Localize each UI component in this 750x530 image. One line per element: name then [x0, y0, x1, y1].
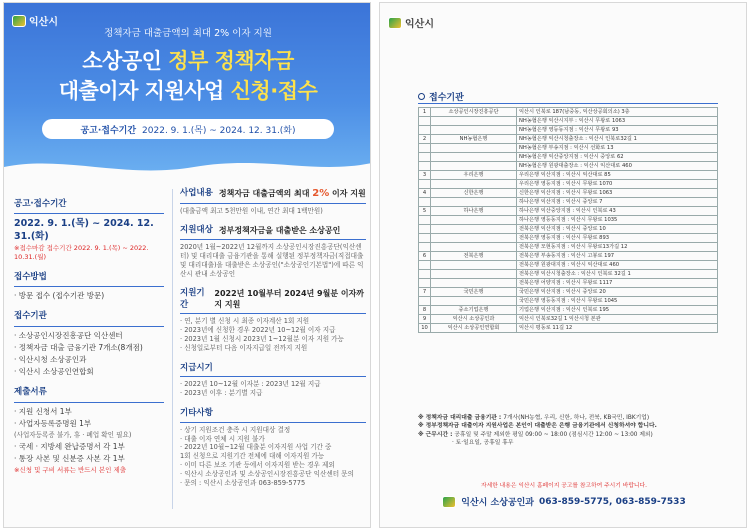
agencies-table-body	[419, 108, 718, 333]
section-support-period	[180, 288, 366, 353]
row-institution	[431, 243, 517, 252]
section-header	[180, 187, 366, 204]
period-note: ※접수마감 접수기간 2022. 9. 1.(목) ~ 2022. 10.31.(월)	[14, 244, 149, 261]
row-institution	[431, 270, 517, 279]
table-row	[419, 252, 718, 261]
list-item: · 익산시 소상공인과 및 소상공인시장진흥공단 익산센터 문의	[180, 470, 354, 479]
footer-tel: 063-859-5775, 063-859-7533	[538, 496, 686, 507]
table-row	[419, 279, 718, 288]
table-row	[419, 144, 718, 153]
left-page	[3, 2, 371, 528]
row-institution	[431, 279, 517, 288]
row-number	[419, 162, 431, 171]
row-number: 6	[419, 252, 431, 261]
location-pin-icon	[418, 93, 425, 100]
row-number	[419, 144, 431, 153]
table-row	[419, 135, 718, 144]
section-heading: 사업내용	[180, 188, 213, 199]
row-number	[419, 261, 431, 270]
logo	[388, 15, 434, 30]
list-item: · 2022년 10월~12월 대출분 이자지원 사업 기간 중	[180, 443, 332, 452]
column-divider	[172, 189, 173, 509]
row-institution	[431, 180, 517, 189]
note-head: ※ 정부정책자금 대출이자 지원사업은 본인이 대출받은 은행 금융기관에서 신청하셔야 합니다.	[418, 423, 657, 430]
row-address: 기업은행 익산지점 : 익산시 인북로 195	[517, 306, 718, 315]
section-heading: 지원기간	[180, 288, 205, 310]
section-header	[180, 288, 366, 314]
row-institution	[431, 117, 517, 126]
row-address: 하나은행 익산중앙지점 : 익산시 인북로 43	[517, 207, 718, 216]
row-number	[419, 279, 431, 288]
title-line1-b: 정부 정책자금	[168, 49, 294, 73]
table-row	[419, 297, 718, 306]
row-number: 2	[419, 135, 431, 144]
row-address: 익산시 평동로 11길 12	[517, 324, 718, 333]
table-row	[419, 225, 718, 234]
agencies-table	[418, 107, 718, 333]
row-institution: 우리은행	[431, 171, 517, 180]
row-number: 4	[419, 189, 431, 198]
footer-contact	[380, 495, 747, 508]
row-institution: NH농협은행	[431, 135, 517, 144]
row-address: 국민은행 익산지점 : 익산시 중앙로 20	[517, 288, 718, 297]
list-item: · 상기 지원조건 충족 시 지원대상 결정	[180, 425, 291, 434]
business-sub: (대출금액 최고 5천만원 이내, 연간 최대 1백만원)	[180, 206, 323, 215]
section-header	[180, 225, 366, 239]
row-number: 9	[419, 315, 431, 324]
row-number: 7	[419, 288, 431, 297]
period-big-date: 2022. 9. 1.(목) ~ 2024. 12. 31.(화)	[14, 218, 154, 243]
row-address: NH농협은행 부송지점 : 익산시 선화로 13	[517, 144, 718, 153]
right-page	[379, 2, 747, 528]
table-row	[419, 288, 718, 297]
row-institution	[431, 144, 517, 153]
section-heading: 제출서류	[14, 387, 164, 402]
title-line1-a: 소상공인	[82, 49, 169, 73]
list-item: · 대출 이자 연체 시 지원 불가	[180, 434, 265, 443]
table-row	[419, 189, 718, 198]
list-item: · 2022년 10~12월 이자분 : 2023년 12월 지급	[180, 380, 321, 389]
left-column	[14, 199, 164, 485]
row-institution	[431, 198, 517, 207]
list-item: · 문의 : 익산시 소상공인과 063-859-5775	[180, 478, 306, 487]
target-body: 2020년 1월~2022년 12월까지 소상공인시장진흥공단(익산센터) 및 대리대출 금융기관을 통해 실행된 정부정책자금(직접대출 및 대리대출)을 대출받은 소상공인("소상공인기본법")에 따른 익산시 관내 소상공인	[180, 242, 364, 278]
title-line2-b: 신청·접수	[230, 79, 318, 103]
row-institution	[431, 126, 517, 135]
row-institution	[431, 153, 517, 162]
row-number	[419, 180, 431, 189]
section-heading: 접수방법	[14, 272, 164, 287]
section-payment	[180, 363, 366, 398]
row-institution: 신한은행	[431, 189, 517, 198]
section-heading: 기타사항	[180, 408, 213, 419]
row-address: 전북은행 익산지점 : 익산시 중앙로 10	[517, 225, 718, 234]
row-address: 익산시 인북로 187(남중동, 익산상공회의소) 3층	[517, 108, 718, 117]
row-institution	[431, 216, 517, 225]
row-address: NH농협은행 영등동지점 : 익산시 무왕로 93	[517, 126, 718, 135]
row-address: 국민은행 영등동지점 : 익산시 무왕로 1045	[517, 297, 718, 306]
row-address: 전북은행 어양지점 : 익산시 무왕로 1117	[517, 279, 718, 288]
row-institution	[431, 162, 517, 171]
row-address: 우리은행 영등지점 : 익산시 무왕로 1070	[517, 180, 718, 189]
list-item: · 익산시청 소상공인과	[14, 354, 87, 364]
list-item: (사업자등록증 불가, 휴 · 폐업 확인 필요)	[14, 430, 132, 439]
table-row	[419, 261, 718, 270]
list-item: · 소상공인시장진흥공단 익산센터	[14, 330, 123, 340]
note-item	[418, 431, 728, 439]
table-row	[419, 216, 718, 225]
hero-title-line1	[4, 45, 371, 75]
note-head: ※ 정책자금 대리대출 금융기관 :	[418, 415, 504, 421]
agencies-section-title	[418, 90, 464, 103]
list-item: · 2023년에 신청한 경우 2022년 10~12월 이자 지급	[180, 326, 336, 335]
list-item: · 지원 신청서 1부	[14, 406, 72, 416]
row-number	[419, 216, 431, 225]
period-value: 2022. 9. 1.(목) ~ 2024. 12. 31.(화)	[142, 125, 296, 136]
row-institution: 익산시 소상공인연합회	[431, 324, 517, 333]
section-agencies	[14, 311, 164, 377]
list-item: · 2023년 이후 : 분기별 지급	[180, 389, 263, 398]
hero-title-line2	[4, 75, 371, 105]
note-text: · 토·일요일, 공휴일 휴무	[452, 440, 514, 447]
table-row	[419, 108, 718, 117]
business-text-a: 정책자금 대출금액의 최대	[218, 189, 313, 198]
row-institution: 국민은행	[431, 288, 517, 297]
row-number	[419, 126, 431, 135]
row-institution	[431, 297, 517, 306]
list-item: · 방문 접수 (접수기관 방문)	[14, 291, 105, 301]
section-heading: 지원대상	[180, 225, 213, 236]
title-underline	[418, 103, 718, 104]
section-method	[14, 272, 164, 302]
section-header	[180, 408, 366, 422]
table-row	[419, 270, 718, 279]
note-text: 7개사(NH농협, 우리, 신한, 하나, 전북, KB국민, IBK기업)	[503, 415, 650, 421]
row-number: 3	[419, 171, 431, 180]
notes	[418, 414, 728, 448]
city-emblem-icon	[442, 496, 456, 508]
section-target	[180, 225, 366, 278]
row-number	[419, 153, 431, 162]
list-item: · 국세 · 지방세 완납증명서 각 1부	[14, 441, 125, 451]
section-header	[180, 363, 366, 377]
note-item	[418, 422, 728, 430]
row-institution: 전북은행	[431, 252, 517, 261]
row-address: NH농협은행 익산중앙지점 : 익산시 중앙로 62	[517, 153, 718, 162]
note-text: 공휴일 및 주말 제외한 평일 09:00 ~ 18:00 (점심시간 12:00 ~ 13:00 제외)	[454, 431, 653, 438]
row-institution	[431, 234, 517, 243]
row-address: 우리은행 익산지점 : 익산시 익산대로 85	[517, 171, 718, 180]
business-text-b: 이자 지원	[329, 189, 366, 198]
row-number: 10	[419, 324, 431, 333]
row-number	[419, 297, 431, 306]
row-address: 전북은행 익산시청출장소 : 익산시 인북로 32길 1	[517, 270, 718, 279]
row-number	[419, 234, 431, 243]
table-row	[419, 171, 718, 180]
business-summary	[219, 187, 366, 201]
row-address: 전북은행 원광대지점 : 익산시 익산대로 460	[517, 261, 718, 270]
section-etc	[180, 408, 366, 488]
row-address: 전북은행 부송동지점 : 익산시 고봉로 197	[517, 252, 718, 261]
table-row	[419, 234, 718, 243]
row-address: 익산시 인북로32길 1 익산시청 본관	[517, 315, 718, 324]
row-number	[419, 243, 431, 252]
section-period	[14, 199, 164, 262]
hero-subtitle: 정책자금 대출금액의 최대 2% 이자 지원	[104, 28, 272, 39]
list-item: · 정책자금 대출 금융기관 7개소(8개점)	[14, 342, 143, 352]
list-item: · 사업자등록증명원 1부	[14, 418, 92, 428]
list-item: 1회 신청으로 지원기간 전체에 대해 이자지원 가능	[180, 452, 325, 461]
row-institution: 하나은행	[431, 207, 517, 216]
row-address: 신한은행 익산지점 : 익산시 무왕로 1063	[517, 189, 718, 198]
footer-org: 익산시 소상공인과	[461, 498, 534, 508]
row-address: NH농협은행 익산시지부 : 익산시 무왕로 1063	[517, 117, 718, 126]
list-item: ※신청 및 구비 서류는 반드시 본인 제출	[14, 466, 127, 475]
row-institution: 소상공인시장진흥공단	[431, 108, 517, 117]
note-item	[418, 414, 728, 422]
title-line2-a: 대출이자 지원사업	[58, 79, 231, 103]
row-institution: 중소기업은행	[431, 306, 517, 315]
table-row	[419, 198, 718, 207]
row-address: 하나은행 익산지점 : 익산시 중앙로 7	[517, 198, 718, 207]
row-institution: 익산시 소상공인과	[431, 315, 517, 324]
row-address: 하나은행 영등동지점 : 익산시 무왕로 1035	[517, 216, 718, 225]
city-emblem-icon	[388, 17, 402, 29]
list-item: · 익산시 소상공인연합회	[14, 367, 94, 377]
target-title: 정부정책자금을 대출받은 소상공인	[218, 225, 341, 235]
footer-note: 자세한 내용은 익산시 홈페이지 공고를 참고하여 주시기 바랍니다.	[481, 483, 647, 489]
note-head: ※ 근무시간 :	[418, 431, 455, 438]
row-number	[419, 198, 431, 207]
agencies-title-text: 접수기관	[429, 93, 464, 103]
table-row	[419, 126, 718, 135]
section-heading: 지급시기	[180, 362, 213, 373]
business-percent: 2%	[312, 188, 330, 199]
table-row	[419, 117, 718, 126]
row-address: 전북은행 모현동지점 : 익산시 무왕로13가길 12	[517, 243, 718, 252]
support-period-title: 2022년 10월부터 2024년 9월분 이자까지 지원	[214, 289, 365, 309]
row-number	[419, 270, 431, 279]
row-number: 1	[419, 108, 431, 117]
table-row	[419, 162, 718, 171]
section-heading: 접수기관	[14, 311, 164, 326]
table-row	[419, 180, 718, 189]
period-label: 공고·접수기간	[80, 125, 137, 136]
row-institution	[431, 261, 517, 270]
row-number	[419, 117, 431, 126]
row-number	[419, 225, 431, 234]
logo-text: 익산시	[29, 17, 58, 28]
hero-wave	[4, 153, 371, 183]
section-heading: 공고·접수기간	[14, 199, 164, 214]
row-number: 5	[419, 207, 431, 216]
list-item: · 2023년 1월 신청시 2023년 1~12월분 이자 지원 가능	[180, 335, 344, 344]
period-pill	[42, 119, 334, 139]
right-column	[180, 187, 366, 498]
section-documents	[14, 387, 164, 475]
table-row	[419, 324, 718, 333]
logo-text: 익산시	[405, 19, 434, 30]
table-row	[419, 315, 718, 324]
row-institution	[431, 225, 517, 234]
table-row	[419, 207, 718, 216]
row-address: NH농협은행 익산시청출장소 : 익산시 인북로32길 1	[517, 135, 718, 144]
table-row	[419, 153, 718, 162]
row-number: 8	[419, 306, 431, 315]
list-item: · 신청일로부터 다음 이자지급일 전까지 지원	[180, 344, 308, 353]
row-address: NH농협은행 원광대출장소 : 익산시 익산대로 460	[517, 162, 718, 171]
list-item: · 통장 사본 및 신분증 사본 각 1부	[14, 453, 125, 463]
list-item: · 이미 다른 보조 기관 등에서 이자지원 받는 경우 제외	[180, 461, 335, 470]
section-business	[180, 187, 366, 215]
table-row	[419, 306, 718, 315]
list-item: · 연, 분기 별 신청 시 최종 이자계산 1회 지원	[180, 317, 310, 326]
table-row	[419, 243, 718, 252]
row-address: 전북은행 영등지점 : 익산시 무왕로 893	[517, 234, 718, 243]
note-item	[418, 439, 728, 447]
